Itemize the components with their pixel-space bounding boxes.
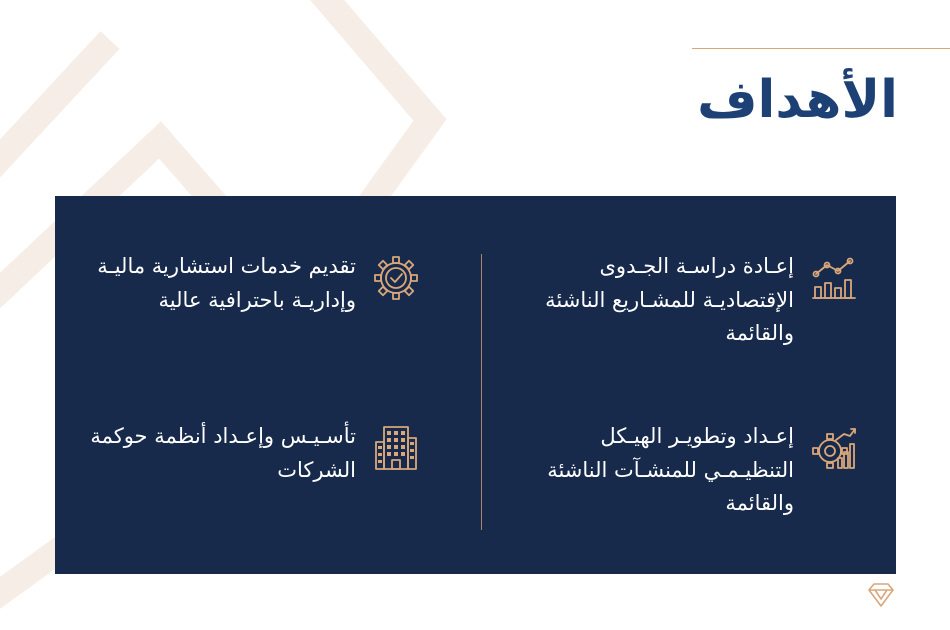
page-title: الأهداف (697, 70, 898, 130)
top-rule (692, 48, 950, 49)
gear-check-icon (372, 254, 420, 302)
goal-item-governance (80, 424, 420, 487)
goal-text: تقديم خدمات استشارية ماليـة وإداريـة باحترافية عالية (97, 254, 356, 312)
goal-item-feasibility (538, 254, 858, 351)
goal-text: إعـداد وتطويـر الهيـكل التنظيـمـي للمنشـآت الناشئة والقائمة (547, 424, 794, 516)
logo-mark (866, 582, 896, 608)
panel-divider (481, 254, 482, 530)
goal-item-org-structure (538, 424, 858, 521)
analytics-chart-icon (810, 254, 858, 302)
goal-text: إعـادة دراسـة الجـدوى الإقتصاديـة للمشـاريع الناشئة والقائمة (545, 254, 794, 346)
gear-growth-icon (810, 424, 858, 472)
building-icon (372, 424, 420, 472)
goal-item-consulting (80, 254, 420, 317)
goal-text: تأسـيـس وإعـداد أنظمة حوكمة الشركات (90, 424, 356, 482)
